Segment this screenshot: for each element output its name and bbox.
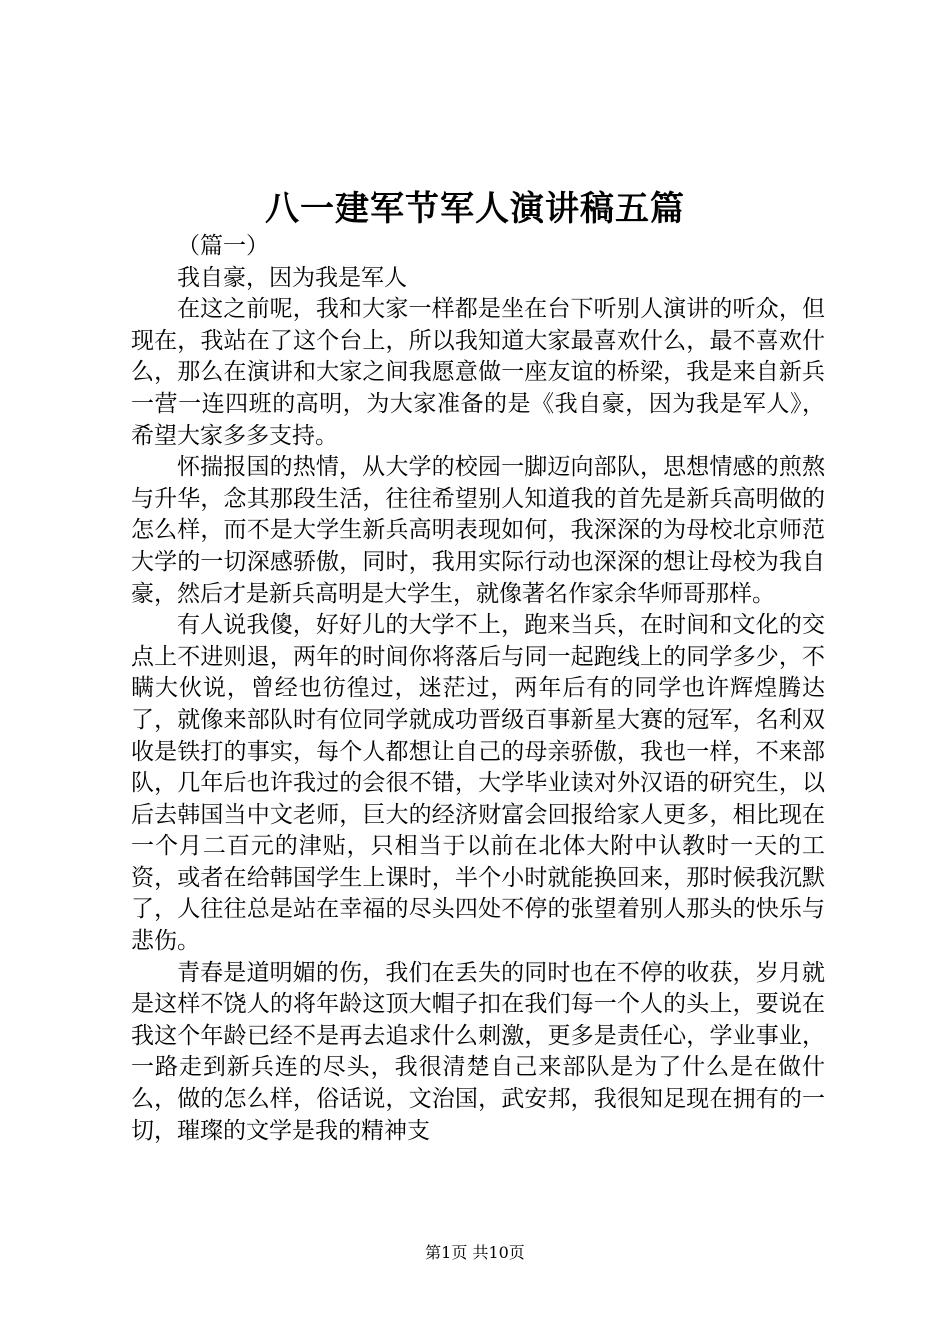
page-number-footer: 第1页 共10页	[425, 1243, 525, 1262]
document-body	[131, 231, 825, 1147]
paragraph: 在这之前呢，我和大家一样都是坐在台下听别人演讲的听众，但现在，我站在了这个台上，所以我知道大家最喜欢什么，最不喜欢什么，那么在演讲和大家之间我愿意做一座友谊的桥梁，我是来自新兵一营一连四班的高明，为大家准备的是《我自豪，因为我是军人》，希望大家多多支持。	[131, 296, 825, 449]
paragraph: 青春是道明媚的伤，我们在丢失的同时也在不停的收获，岁月就是这样不饶人的将年龄这顶大帽子扣在我们每一个人的头上，要说在我这个年龄已经不是再去追求什么刺激，更多是责任心，学业事业，一路走到新兵连的尽头，我很清楚自己来部队是为了什么是在做什么，做的怎么样，俗话说，文治国，武安邦，我很知足现在拥有的一切，璀璨的文学是我的精神支	[131, 959, 825, 1144]
speech-title: 我自豪，因为我是军人	[177, 264, 407, 291]
section-heading: （篇一）	[177, 233, 269, 259]
paragraph: 有人说我傻，好好儿的大学不上，跑来当兵，在时间和文化的交点上不进则退，两年的时间你将落后与同一起跑线上的同学多少，不瞒大伙说，曾经也彷徨过，迷茫过，两年后有的同学也许辉煌腾达了，就像来部队时有位同学就成功晋级百事新星大赛的冠军，名利双收是铁打的事实，每个人都想让自己的母亲骄傲，我也一样，不来部队，几年后也许我过的会很不错，大学毕业读对外汉语的研究生，以后去韩国当中文老师，巨大的经济财富会回报给家人更多，相比现在一个月二百元的津贴，只相当于以前在北体大附中认教时一天的工资，或者在给韩国学生上课时，半个小时就能换回来，那时候我沉默了，人往往总是站在幸福的尽头四处不停的张望着别人那头的快乐与悲伤。	[131, 612, 825, 955]
paragraph: 怀揣报国的热情，从大学的校园一脚迈向部队，思想情感的煎熬与升华，念其那段生活，往往希望别人知道我的首先是新兵高明做的怎么样，而不是大学生新兵高明表现如何，我深深的为母校北京师范大学的一切深感骄傲，同时，我用实际行动也深深的想让母校为我自豪，然后才是新兵高明是大学生，就像著名作家余华师哥那样。	[131, 454, 825, 607]
document-title: 八一建军节军人演讲稿五篇	[265, 189, 685, 229]
